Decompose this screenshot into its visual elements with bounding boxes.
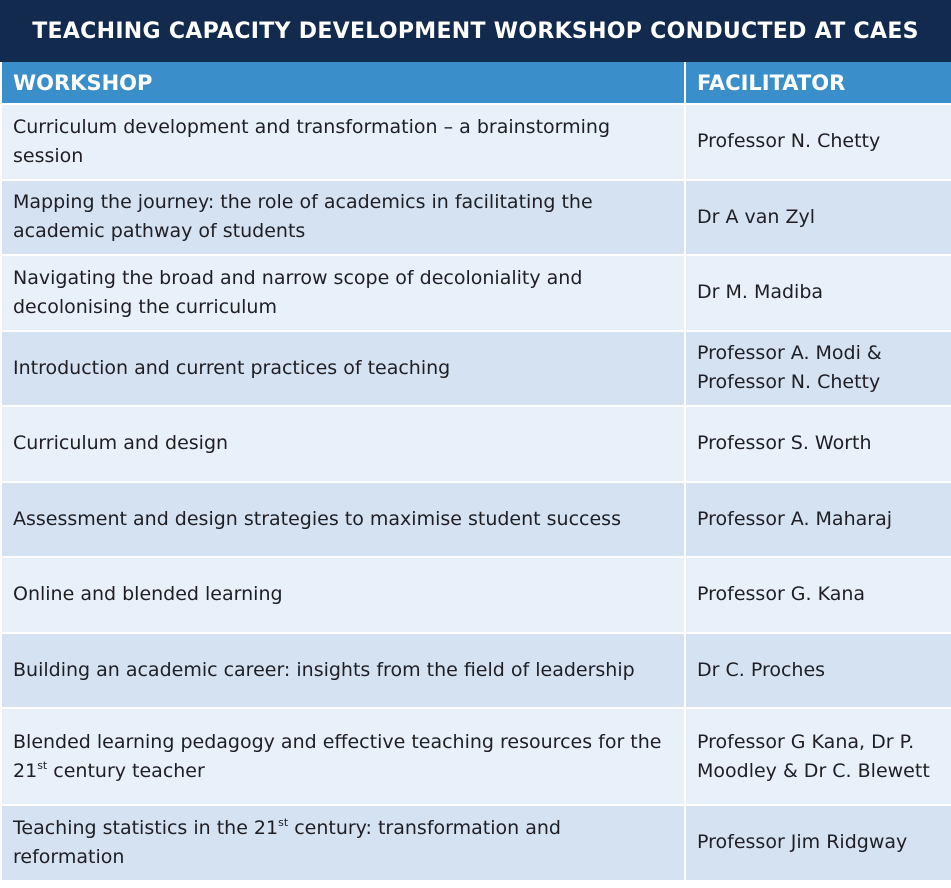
facilitator-cell: Dr M. Madiba <box>685 255 951 331</box>
ordinal-suffix: st <box>278 815 289 829</box>
workshop-cell <box>1 805 685 881</box>
table-row <box>1 331 951 407</box>
workshop-cell: Curriculum development and transformation – a brainstorming session <box>1 104 685 180</box>
workshop-cell: Curriculum and design <box>1 406 685 482</box>
column-header-facilitator: FACILITATOR <box>685 62 951 104</box>
facilitator-cell: Professor N. Chetty <box>685 104 951 180</box>
ordinal-suffix: st <box>37 758 48 772</box>
table-row <box>1 805 951 881</box>
workshop-cell: Mapping the journey: the role of academics in facilitating the academic pathway of students <box>1 180 685 256</box>
table-row <box>1 406 951 482</box>
facilitator-cell: Professor A. Modi & Professor N. Chetty <box>685 331 951 407</box>
table-row <box>1 255 951 331</box>
facilitator-cell: Professor G. Kana <box>685 557 951 633</box>
workshop-text: Blended learning pedagogy and effective teaching resources for the 21 <box>13 730 662 782</box>
facilitator-cell: Professor Jim Ridgway <box>685 805 951 881</box>
workshop-table <box>0 62 951 882</box>
table-row <box>1 104 951 180</box>
page-title: TEACHING CAPACITY DEVELOPMENT WORKSHOP CONDUCTED AT CAES <box>0 0 951 62</box>
table-header-row <box>1 62 951 104</box>
workshop-cell: Navigating the broad and narrow scope of decoloniality and decolonising the curriculum <box>1 255 685 331</box>
workshop-cell: Assessment and design strategies to maximise student success <box>1 482 685 558</box>
facilitator-cell: Professor S. Worth <box>685 406 951 482</box>
table-row <box>1 557 951 633</box>
workshop-text: century: transformation and reformation <box>13 816 561 868</box>
table-row <box>1 482 951 558</box>
facilitator-cell: Professor G Kana, Dr P. Moodley & Dr C. Blewett <box>685 708 951 805</box>
table-row <box>1 708 951 805</box>
workshop-text: century teacher <box>47 759 205 782</box>
workshop-cell: Introduction and current practices of teaching <box>1 331 685 407</box>
workshop-cell: Online and blended learning <box>1 557 685 633</box>
workshop-text: Teaching statistics in the 21 <box>13 816 279 839</box>
workshop-cell <box>1 708 685 805</box>
table-row <box>1 180 951 256</box>
facilitator-cell: Dr A van Zyl <box>685 180 951 256</box>
table-row <box>1 633 951 709</box>
column-header-workshop: WORKSHOP <box>1 62 685 104</box>
facilitator-cell: Dr C. Proches <box>685 633 951 709</box>
workshop-cell: Building an academic career: insights from the field of leadership <box>1 633 685 709</box>
facilitator-cell: Professor A. Maharaj <box>685 482 951 558</box>
